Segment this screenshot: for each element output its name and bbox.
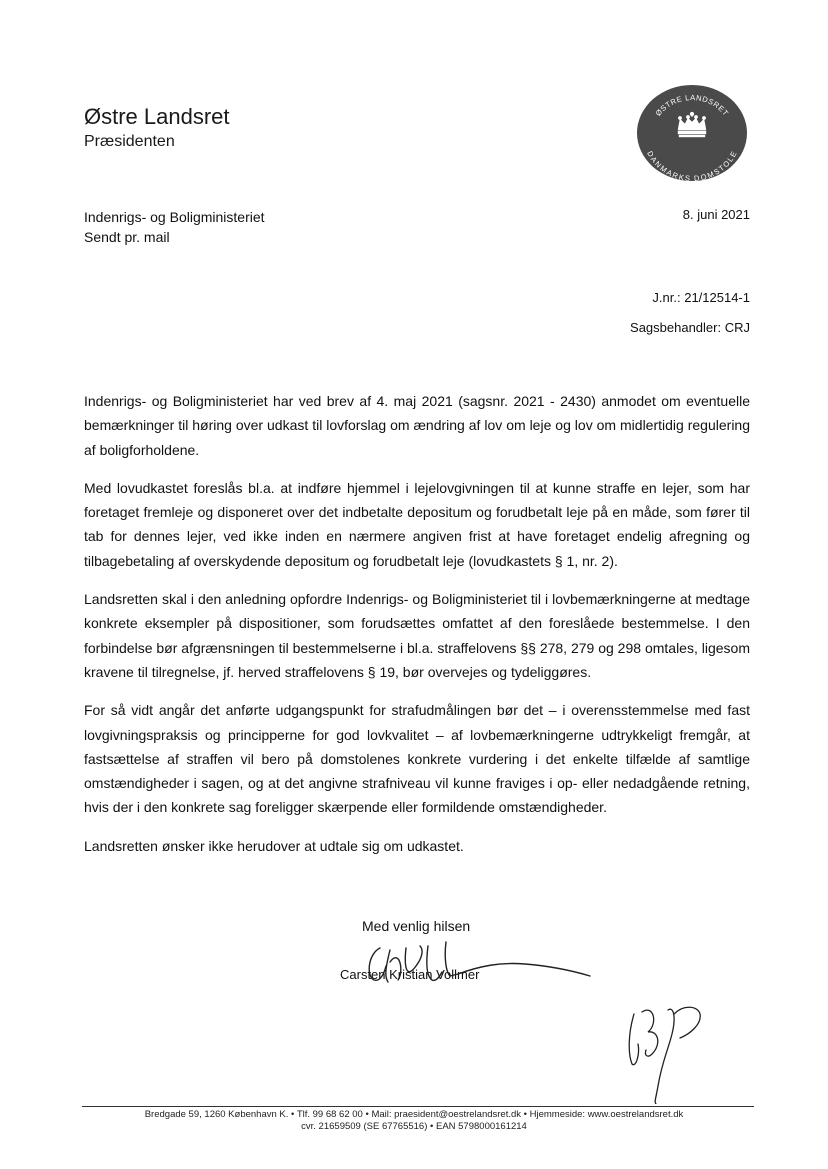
footer-registration: cvr. 21659509 (SE 67765516) • EAN 5798000161214	[301, 1121, 527, 1132]
footer-divider	[82, 1106, 754, 1107]
org-name: Østre Landsret	[84, 104, 230, 129]
recipient-name: Indenrigs- og Boligministeriet	[84, 209, 265, 225]
body-paragraph: For så vidt angår det anførte udgangspunkt for strafudmålingen bør det – i overensstemmelse med fast lovgivningspraksis og principperne for god lovkvalitet – af lovbemærkningerne udtrykkeligt fremgår, at fastsættelse af straffen vil bero på domstolenes konkrete vurdering i det enkelte tilfælde af samtlige omstændigheder i sagen, og at det angivne strafniveau vil kunne fraviges i op- eller nedadgående retning, hvis der i den konkrete sag foreligger skærpende eller formildende omstændigheder.	[84, 702, 750, 816]
court-seal-logo	[636, 84, 748, 182]
initials-signature	[618, 994, 714, 1104]
letter-date: 8. juni 2021	[682, 207, 750, 222]
closing-greeting: Med venlig hilsen	[362, 918, 471, 934]
body-paragraph: Med lovudkastet foreslås bl.a. at indføre hjemmel i lejelovgivningen til at kunne straffe en lejer, som har foretaget fremleje og disponeret over det indbetalte depositum og forudbetalt leje på en måde, som fører til tab for dennes lejer, ved ikke inden en nærmere angiven frist at have foretaget endelig afregning og tilbagebetaling af overskydende depositum og forudbetalt leje (lovudkastets § 1, nr. 2).	[84, 479, 750, 569]
seal-bottom-text: DANMARKS DOMSTOLE	[645, 149, 739, 182]
org-subtitle: Præsidenten	[84, 133, 175, 150]
case-handler: Sagsbehandler: CRJ	[630, 320, 750, 335]
seal-top-text: ØSTRE LANDSRET	[653, 92, 731, 118]
signer-name: Carsten Kristian Vollmer	[340, 967, 480, 982]
letter-body	[84, 389, 750, 872]
recipient-block	[84, 207, 265, 247]
delivery-method: Sendt pr. mail	[84, 229, 170, 245]
footer-contact: Bredgade 59, 1260 København K. • Tlf. 99 68 62 00 • Mail: praesident@oestrelandsret.dk • Hjemmeside: www.oestrelandsret.dk	[144, 1109, 684, 1120]
body-paragraph: Landsretten ønsker ikke herudover at udtale sig om udkastet.	[84, 837, 464, 854]
body-paragraph: Indenrigs- og Boligministeriet har ved brev af 4. maj 2021 (sagsnr. 2021 - 2430) anmodet om eventuelle bemærkninger til høring over udkast til lovforslag om ændring af lov om leje og lov om midlertidig regulering af boligforholdene.	[84, 393, 750, 458]
body-paragraph: Landsretten skal i den anledning opfordre Indenrigs- og Boligministeriet til i lovbemærkningerne at medtage konkrete eksempler på dispositioner, som forudsættes omfattet af den foreslåede bestemmelse. I den forbindelse bør afgrænsningen til bestemmelserne i bl.a. straffelovens §§ 278, 279 og 298 omtales, ligesom kravene til tilregnelse, jf. herved straffelovens § 19, bør overvejes og tydeliggøres.	[84, 591, 750, 680]
journal-number: J.nr.: 21/12514-1	[652, 290, 750, 305]
handwritten-signature	[350, 936, 600, 996]
